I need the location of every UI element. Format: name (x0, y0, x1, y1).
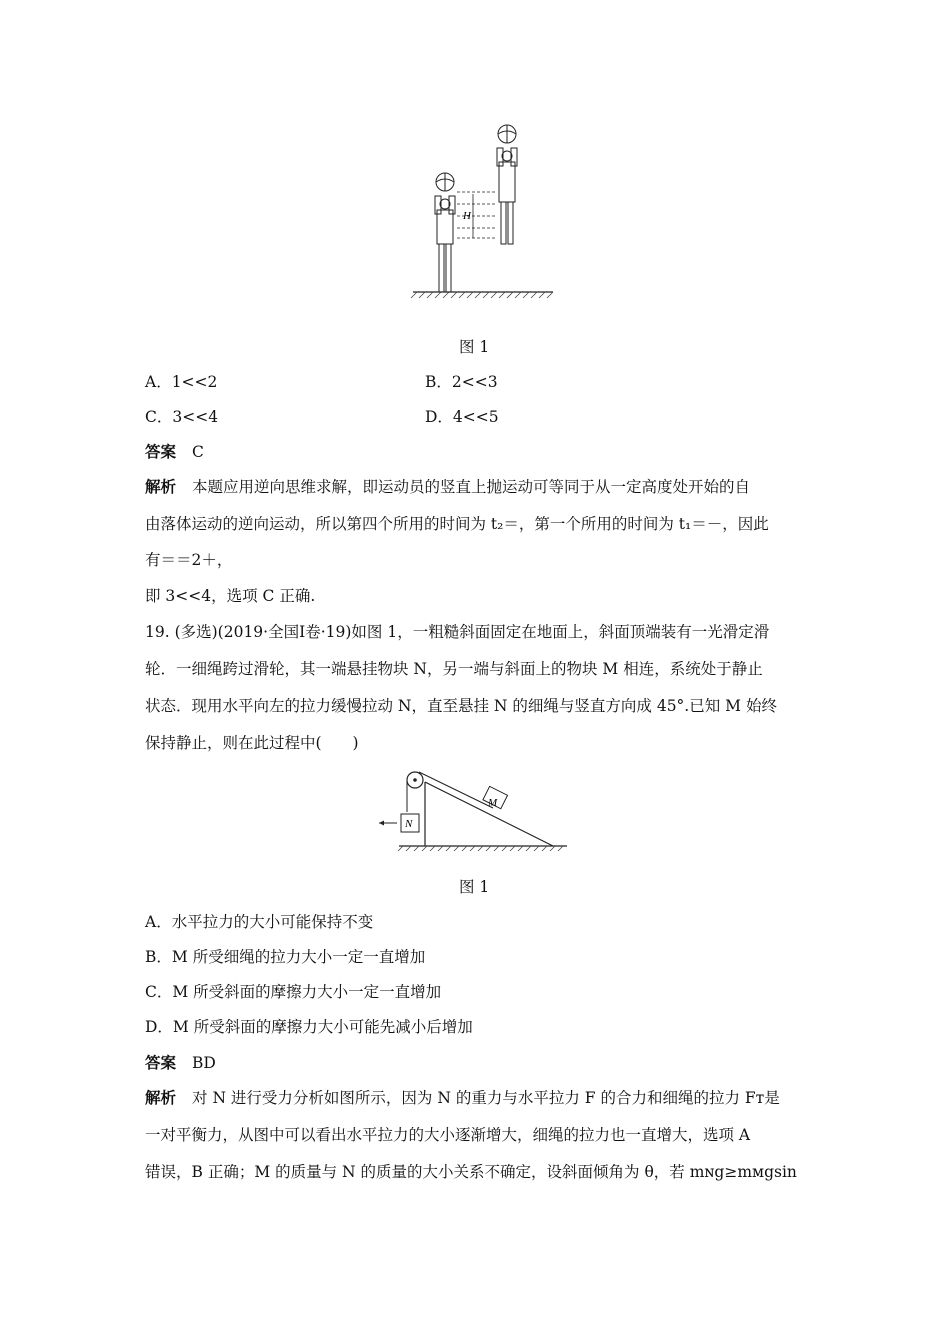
q19-stem-3: 状态．现用水平向左的拉力缓慢拉动 N，直至悬挂 N 的细绳与竖直方向成 45°.已知 M 始终 (145, 697, 777, 715)
analysis-line-3: 有＝＝2＋， (145, 551, 233, 569)
q19-answer-label: 答案 (145, 1053, 177, 1072)
q19-answer-row (145, 1053, 216, 1073)
option-d: D．4<<5 (425, 408, 499, 426)
analysis-line-2: 由落体运动的逆向运动，所以第四个所用的时间为 t₂＝，第一个所用的时间为 t₁＝－，因此 (145, 515, 769, 533)
analysis-label: 解析 (145, 477, 177, 496)
analysis-line-4: 即 3<<4，选项 C 正确. (145, 587, 316, 605)
incline-pulley-figure (375, 760, 575, 860)
option-b: B．2<<3 (425, 373, 498, 391)
q19-option-c: C．M 所受斜面的摩擦力大小一定一直增加 (145, 983, 442, 1001)
q19-stem-4: 保持静止，则在此过程中( ) (145, 734, 359, 752)
q19-stem-1: 19. (多选)(2019·全国Ⅰ卷·19)如图 1，一粗糙斜面固定在地面上，斜面顶端装有一光滑定滑 (145, 623, 770, 641)
q19-option-b: B．M 所受细绳的拉力大小一定一直增加 (145, 948, 426, 966)
q19-analysis-line-1 (145, 1088, 780, 1108)
q19-analysis-text: 对 N 进行受力分析如图所示，因为 N 的重力与水平拉力 F 的合力和细绳的拉力 Fᴛ是 (192, 1089, 780, 1107)
q19-analysis-line-2: 一对平衡力，从图中可以看出水平拉力的大小逐渐增大，细绳的拉力也一直增大，选项 A (145, 1126, 751, 1144)
option-c: C．3<<4 (145, 408, 219, 426)
q19-stem-2: 轮．一细绳跨过滑轮，其一端悬挂物块 N，另一端与斜面上的物块 M 相连，系统处于静止 (145, 660, 763, 678)
block-N-label: N (405, 818, 413, 830)
q19-analysis-label: 解析 (145, 1088, 177, 1107)
q19-option-d: D．M 所受斜面的摩擦力大小可能先减小后增加 (145, 1018, 473, 1036)
block-M-label: M (488, 797, 498, 809)
basketball-jump-figure (405, 120, 565, 300)
q19-option-a: A．水平拉力的大小可能保持不变 (145, 913, 374, 931)
label-H: H (463, 210, 471, 222)
option-a: A．1<<2 (145, 373, 218, 391)
figure1-caption: 图 1 (459, 338, 490, 356)
q19-answer-value: BD (192, 1054, 216, 1072)
analysis-line-1 (145, 477, 750, 497)
answer-value: C (192, 443, 204, 461)
analysis-text: 本题应用逆向思维求解，即运动员的竖直上抛运动可等同于从一定高度处开始的自 (192, 478, 751, 496)
figure1b-caption: 图 1 (459, 878, 490, 896)
answer-label: 答案 (145, 442, 177, 461)
q19-analysis-line-3: 错误，B 正确；M 的质量与 N 的质量的大小关系不确定，设斜面倾角为 θ，若 mɴg≥mᴍgsin (145, 1163, 797, 1181)
answer-row (145, 442, 204, 462)
